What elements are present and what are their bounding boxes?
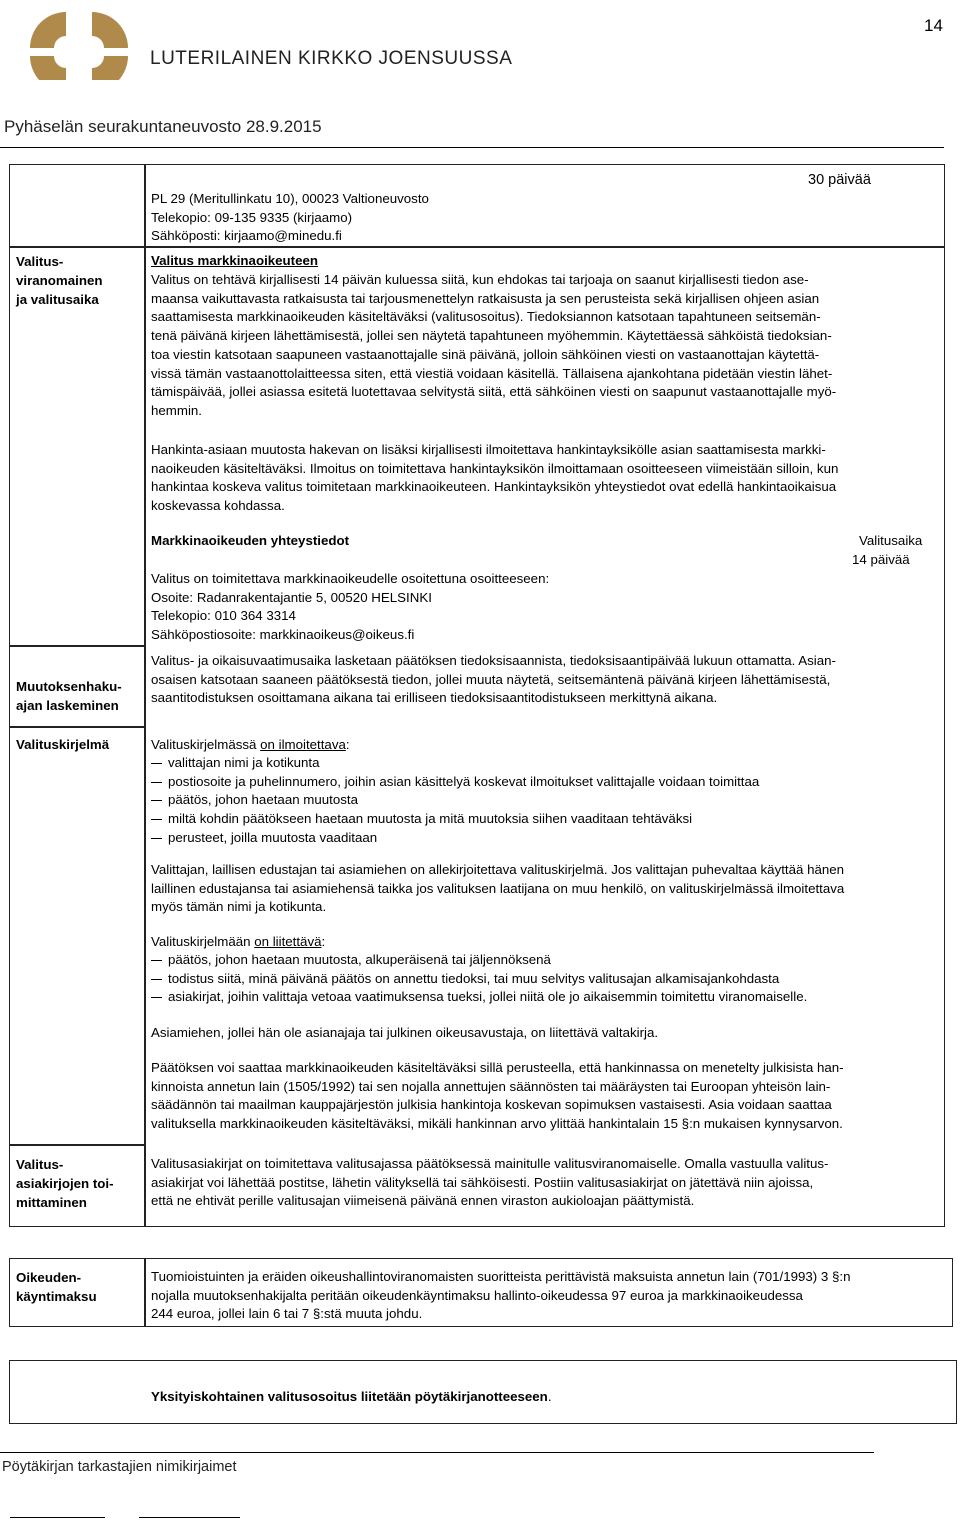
signature-line <box>10 1517 105 1518</box>
signature-paragraph: Valittajan, laillisen edustajan tai asiamiehen on allekirjoitettava valituskirjelmä. Jos valittajan puhevaltaa käyttää hänen laillinen edustajansa tai asiamiehensä taikka jos valituksen laatijana on muu henkilö, on valituskirjelmässä ilmoitettava myös tämän nimi ja kotikunta. <box>151 862 845 915</box>
label-court-fee: Oikeuden- käyntimaksu <box>16 1270 97 1304</box>
appeal-period-label: Valitusaika <box>859 533 923 548</box>
court-fee-text: Tuomioistuinten ja eräiden oikeushallintoviranomaisten suoritteista perittävistä maksuista annetun lain (701/1993) 3 §:n nojalla muutoksenhakijalta peritään oikeudenkäyntimaksu hallinto-oikeudessa 97 euroa ja markkinaoikeudessa 244 euroa, jollei lain 6 tai 7 §:stä muuta johdu. <box>151 1269 851 1322</box>
meeting-title: Pyhäselän seurakuntaneuvosto 28.9.2015 <box>4 117 322 136</box>
top-days: 30 päivää <box>808 172 871 188</box>
signature-caption: Pöytäkirjan tarkastajien nimikirjaimet <box>2 1459 237 1475</box>
signature-line <box>139 1517 240 1518</box>
heading-contact: Markkinaoikeuden yhteystiedot <box>151 533 350 548</box>
column-divider <box>144 164 146 1227</box>
label-period-calculation: Muutoksenhaku- ajan laskeminen <box>16 679 122 713</box>
attachments-list <box>151 951 807 1007</box>
required-contents-list <box>151 754 759 848</box>
appeal-period-days: 14 päivää <box>852 552 910 567</box>
organization-name: LUTERILAINEN KIRKKO JOENSUUSSA <box>150 48 513 69</box>
proxy-paragraph: Asiamiehen, jollei hän ole asianajaja tai julkinen oikeusavustaja, on liitettävä valtakirja. <box>151 1025 659 1040</box>
list-item: miltä kohdin päätökseen haetaan muutosta ja mitä muutoksia siihen vaaditaan tehtäväksi <box>151 810 759 829</box>
attachments-intro: Valituskirjelmään on liitettävä: <box>151 934 326 949</box>
row-divider <box>9 645 145 647</box>
grounds-paragraph: Päätöksen voi saattaa markkinaoikeuden käsiteltäväksi sillä perusteella, että hankinnassa on menetelty julkisista han- kinnoista annetun lain (1505/1992) tai sen nojalla annettujen säännösten tai määräysten tai Euroopan yhteisön lain- säädännön tai maailman kauppajärjestön julkisia hankintoja koskevan sopimuksen vastaisesti. Asia voidaan saattaa valituksella markkinaoikeuden käsiteltäväksi, mikäli hankinnan arvo ylittää hankintalain 15 §:n mukaisen kynnysarvon. <box>151 1060 844 1132</box>
list-item: päätös, johon haetaan muutosta, alkuperäisenä tai jäljennöksenä <box>151 951 807 970</box>
row-divider <box>9 726 145 728</box>
list-item: perusteet, joilla muutosta vaaditaan <box>151 829 759 848</box>
row-divider <box>9 1144 145 1146</box>
document-delivery-text: Valitusasiakirjat on toimitettava valitusajassa päätöksessä mainitulle valitusviranomaiselle. Omalla vastuulla valitus- asiakirjat voi lähettää postitse, lähetin välityksellä tai sähköisesti. Postiin valitusasiakirjat on jätettävä niin ajoissa, että ne ehtivät perille valitusajan viimeisenä päivänä ennen viraston aukioloajan päättymistä. <box>151 1156 829 1209</box>
list-item: asiakirjat, joihin valittaja vetoaa vaatimuksensa tueksi, jollei niitä ole jo aikaisemmin toimitettu viranomaiselle. <box>151 988 807 1007</box>
procurement-notice-paragraph: Hankinta-asiaan muutosta hakevan on lisäksi kirjallisesti ilmoitettava hankintayksikölle asian saattamisesta markki- naoikeuden käsiteltäväksi. Ilmoitus on toimitettava hankintayksikön ilmoittamaan osoitteeseen viimeistään silloin, kun hankintaa koskeva valitus toimitetaan markkinaoikeuteen. Hankintayksikön yhteystiedot ovat edellä hankintaoikaisua koskevassa kohdassa. <box>151 442 839 514</box>
church-logo <box>30 12 128 80</box>
period-calculation-text: Valitus- ja oikaisuvaatimusaika lasketaan päätöksen tiedoksisaannista, tiedoksisaantipäivää lukuun ottamatta. Asian- osaisen katsotaan saaneen päätöksestä tiedon, jollei muuta näytetä, seitsemäntenä päivänä kirjeen lähettämisestä, saantitodistuksen osoittamana aikana tai erilliseen tiedoksisaantitodistukseen merkittynä aikana. <box>151 653 836 706</box>
row-divider <box>9 246 945 248</box>
appeal-letter-intro: Valituskirjelmässä on ilmoitettava: <box>151 737 350 752</box>
list-item: päätös, johon haetaan muutosta <box>151 791 759 810</box>
list-item: valittajan nimi ja kotikunta <box>151 754 759 773</box>
market-court-paragraph: Valitus on tehtävä kirjallisesti 14 päivän kuluessa siitä, kun ehdokas tai tarjoaja on saanut kirjallisesti tiedon ase- maansa vaikuttavasta ratkaisusta tai tarjousmenettelyn ratkaisusta ja sen perusteista sekä kirjallisen ohjeen asian saattamisesta markkinaoikeuden käsiteltäväksi (valitusosoitus). Tiedoksiannon katsotaan tapahtuneen seitsemän- tenä päivänä kirjeen lähettämisestä, jollei sen näytetä tapahtuneen myöhemmin. Käytettäessä sähköistä tiedoksian- toa viestin katsotaan saapuneen vastaanottajalle sinä päivänä, jolloin sähköinen viesti on vastaanottajan käytettä- vissä tämän vastaanottolaitteessa siten, että viestiä voidaan käsitellä. Tällaisena ajankohtana pidetään viestin lähet- tämispäivää, jollei asiassa esitetä luotettavaa selvitystä siitä, että sähköinen viesti on saapunut vastaanottajalle myö- hemmin. <box>151 272 837 418</box>
label-appeal-letter: Valituskirjelmä <box>16 737 110 752</box>
ministry-address: PL 29 (Meritullinkatu 10), 00023 Valtioneuvosto Telekopio: 09-135 9335 (kirjaamo) Sähköposti: kirjaamo@minedu.fi <box>151 191 429 244</box>
page-number: 14 <box>924 16 943 35</box>
label-appeal-authority: Valitus- viranomainen ja valitusaika <box>16 254 103 307</box>
column-divider <box>144 1258 146 1327</box>
detailed-appeal-notice: Yksityiskohtainen valitusosoitus liitetään pöytäkirjanotteeseen. <box>151 1389 552 1404</box>
list-item: postiosoite ja puhelinnumero, joihin asian käsittelyä koskevat ilmoitukset valittajalle voidaan toimittaa <box>151 773 759 792</box>
header-rule <box>0 147 944 148</box>
list-item: todistus siitä, minä päivänä päätös on annettu tiedoksi, tai muu selvitys valitusajan alkamisajankohdasta <box>151 970 807 989</box>
heading-market-court: Valitus markkinaoikeuteen <box>151 253 319 268</box>
market-court-contact: Valitus on toimitettava markkinaoikeudelle osoitettuna osoitteeseen: Osoite: Radanrakentajantie 5, 00520 HELSINKI Telekopio: 010 364 3314 Sähköpostiosoite: markkinaoikeus@oikeus.fi <box>151 571 550 643</box>
label-document-delivery: Valitus- asiakirjojen toi- mittaminen <box>16 1157 114 1210</box>
footer-rule <box>0 1452 874 1453</box>
